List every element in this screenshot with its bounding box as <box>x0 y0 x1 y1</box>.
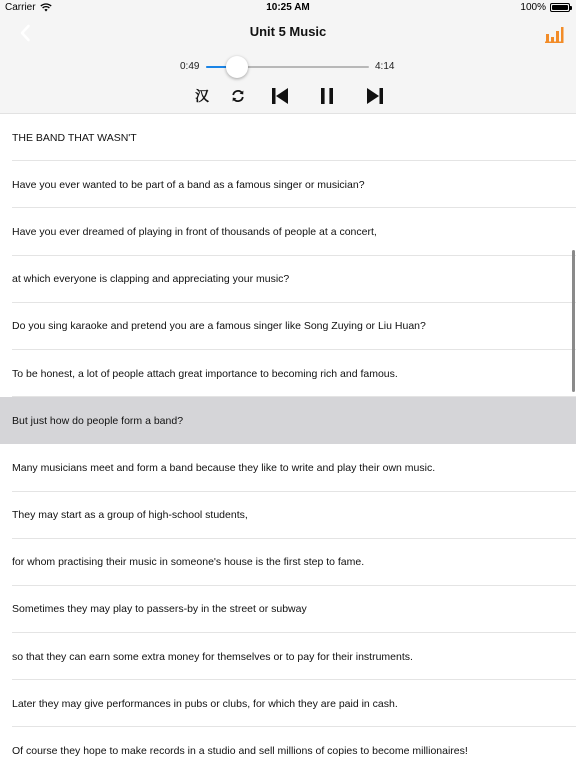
progress-slider[interactable] <box>206 66 369 68</box>
sentence-text: They may start as a group of high-school students, <box>12 509 248 522</box>
sentence-text: Have you ever wanted to be part of a band as a famous singer or musician? <box>12 178 365 191</box>
sentence-row[interactable] <box>0 586 576 633</box>
scroll-indicator[interactable] <box>572 250 575 392</box>
sentence-row[interactable] <box>0 633 576 680</box>
sentence-row[interactable] <box>0 114 576 161</box>
navigation-bar <box>0 16 576 50</box>
status-time: 10:25 AM <box>266 2 310 13</box>
skip-next-icon <box>365 86 385 106</box>
pause-icon <box>319 86 335 106</box>
sentence-text: so that they can earn some extra money for themselves or to pay for their instruments. <box>12 650 413 663</box>
sentence-text: Have you ever dreamed of playing in front of thousands of people at a concert, <box>12 225 377 238</box>
sentence-text: Do you sing karaoke and pretend you are a famous singer like Song Zuying or Liu Huan? <box>12 320 426 333</box>
sentence-text: Sometimes they may play to passers-by in the street or subway <box>12 603 307 616</box>
sentence-row[interactable] <box>0 397 576 444</box>
sentence-text: To be honest, a lot of people attach great importance to becoming rich and famous. <box>12 367 398 380</box>
slider-thumb[interactable] <box>226 56 248 78</box>
translate-button[interactable]: 汉 <box>195 88 209 104</box>
sentence-text: Many musicians meet and form a band because they like to write and play their own music. <box>12 461 436 474</box>
battery-icon <box>550 3 570 12</box>
battery-percent: 100% <box>520 2 546 13</box>
sentence-row[interactable] <box>0 161 576 208</box>
sentence-text: for whom practising their music in someone's house is the first step to fame. <box>12 556 365 569</box>
skip-previous-icon <box>270 86 290 106</box>
sentence-text: Later they may give performances in pubs or clubs, for which they are paid in cash. <box>12 697 398 710</box>
sentence-row[interactable] <box>0 539 576 586</box>
sentence-list[interactable] <box>0 114 576 768</box>
sentence-row[interactable] <box>0 350 576 397</box>
sentence-row[interactable] <box>0 444 576 491</box>
sentence-text: But just how do people form a band? <box>12 414 184 427</box>
sentence-text: Of course they hope to make records in a studio and sell millions of copies to become millionaires! <box>12 745 468 758</box>
sentence-row[interactable] <box>0 680 576 727</box>
status-bar <box>0 0 576 16</box>
total-time: 4:14 <box>375 61 395 72</box>
sentence-row[interactable] <box>0 727 576 768</box>
pause-button[interactable] <box>317 85 337 107</box>
page-title: Unit 5 Music <box>249 24 327 39</box>
audio-player <box>0 50 576 114</box>
sentence-text: at which everyone is clapping and appreciating your music? <box>12 273 290 286</box>
sentence-row[interactable] <box>0 256 576 303</box>
sentence-row[interactable] <box>0 208 576 255</box>
elapsed-time: 0:49 <box>180 61 200 72</box>
bar-chart-icon[interactable] <box>544 25 564 43</box>
repeat-icon <box>231 89 245 103</box>
sentence-row[interactable] <box>0 303 576 350</box>
repeat-button[interactable] <box>230 85 246 107</box>
next-button[interactable] <box>364 85 386 107</box>
battery-group <box>520 2 570 13</box>
sentence-text: THE BAND THAT WASN'T <box>12 131 137 144</box>
carrier-label: Carrier <box>5 2 36 13</box>
sentence-row[interactable] <box>0 492 576 539</box>
previous-button[interactable] <box>269 85 291 107</box>
playback-controls <box>0 85 576 107</box>
